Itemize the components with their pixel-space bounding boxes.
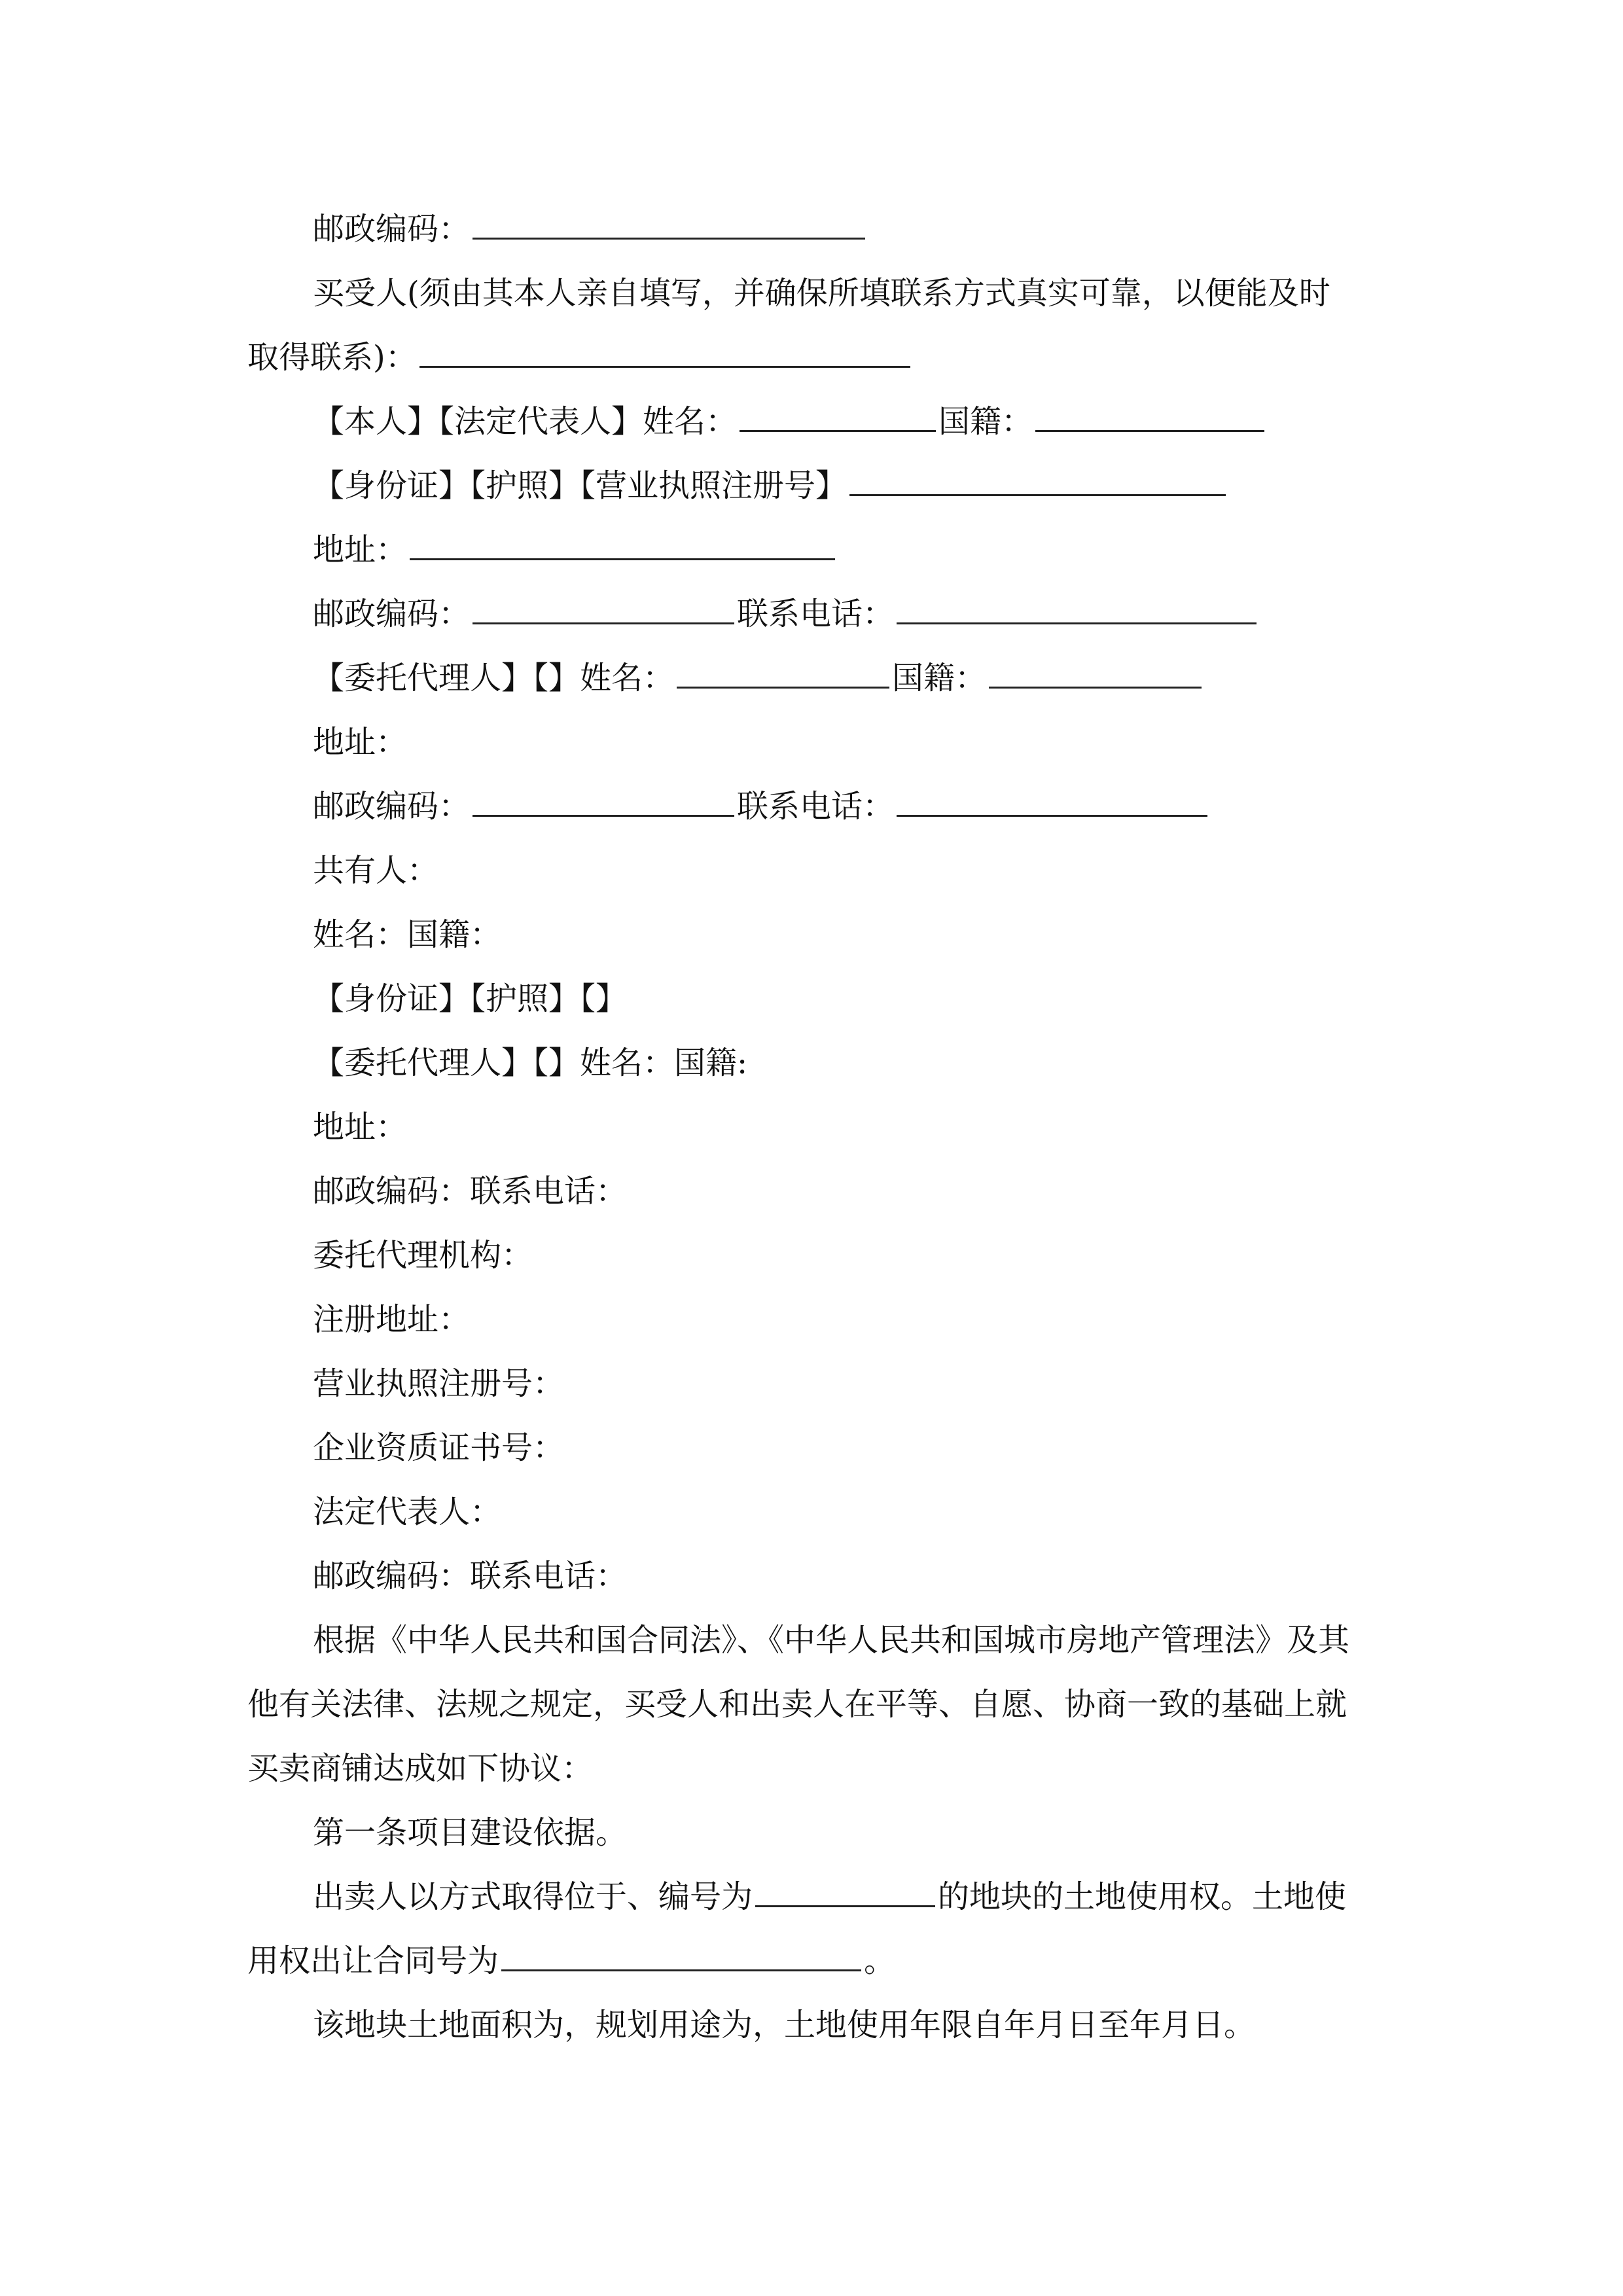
basis-line-1 xyxy=(313,1619,1349,1661)
article-1-line xyxy=(313,1812,627,1854)
seller-postal-line xyxy=(313,208,868,250)
land-text-1a: 出卖人以方式取得位于、编号为 xyxy=(313,1878,753,1915)
article-1-heading: 第一条项目建设依据。 xyxy=(313,1814,628,1851)
seller-postal-label: 邮政编码： xyxy=(313,211,471,247)
reg-address-label: 注册地址： xyxy=(313,1301,471,1338)
buyer-postal-blank[interactable] xyxy=(473,594,734,624)
nationality-label: 国籍： xyxy=(938,403,1033,440)
buyer-intro-text: 买受人(须由其本人亲自填写，并确保所填联系方式真实可靠，以便能及时 xyxy=(313,275,1330,312)
contract-number-blank[interactable] xyxy=(501,1941,861,1971)
buyer-contact-blank[interactable] xyxy=(419,337,910,368)
agency-line xyxy=(313,1234,533,1276)
buyer-nationality-blank[interactable] xyxy=(1035,401,1264,432)
postal-label: 邮政编码： xyxy=(313,596,471,632)
agent-phone-label: 联系电话： xyxy=(737,788,895,825)
biz-license-line xyxy=(313,1363,564,1405)
buyer-intro-cont-line xyxy=(247,336,913,378)
buyer-postal-line xyxy=(313,593,1259,635)
reg-address-line xyxy=(313,1299,470,1340)
co-owner-address-line xyxy=(313,1106,407,1148)
agent-label: 【委托代理人】【】姓名： xyxy=(313,660,675,696)
buyer-address-line xyxy=(313,529,838,571)
legal-rep-line xyxy=(313,1491,501,1533)
agent-nationality-label: 国籍： xyxy=(892,660,987,696)
parcel-number-blank[interactable] xyxy=(755,1876,935,1907)
agent-address-line xyxy=(313,721,407,763)
legal-rep-label: 法定代表人： xyxy=(313,1494,502,1530)
co-owner-id-line xyxy=(313,978,627,1020)
address-label: 地址： xyxy=(313,531,408,568)
basis-text-3: 买卖商铺达成如下协议： xyxy=(247,1750,594,1787)
basis-text-2: 他有关法律、法规之规定，买受人和出卖人在平等、自愿、协商一致的基础上就 xyxy=(247,1686,1347,1723)
land-text-1b: 的地块的土地使用权。土地使 xyxy=(938,1878,1347,1915)
agency-postal-line xyxy=(313,1555,627,1597)
agent-name-line xyxy=(313,657,1204,699)
land-line-3 xyxy=(313,2004,1255,2046)
land-text-2a: 用权出让合同号为 xyxy=(247,1943,499,1979)
qualification-line xyxy=(313,1427,564,1469)
buyer-intro-cont-text: 取得联系)： xyxy=(247,339,417,376)
buyer-id-blank[interactable] xyxy=(849,465,1226,496)
basis-line-2 xyxy=(247,1683,1347,1725)
agent-phone-blank[interactable] xyxy=(897,786,1207,817)
co-owner-address-label: 地址： xyxy=(313,1109,408,1145)
agent-postal-blank[interactable] xyxy=(473,786,734,817)
land-line-1 xyxy=(313,1876,1346,1918)
co-owner-name-label: 姓名：国籍： xyxy=(313,916,502,953)
co-owner-id-label: 【身份证】【护照】【】 xyxy=(313,980,628,1017)
land-line-2 xyxy=(247,1940,895,1982)
land-text-3: 该地块土地面积为，规划用途为，土地使用年限自年月日至年月日。 xyxy=(313,2007,1256,2043)
buyer-id-line xyxy=(313,465,1228,507)
agency-label: 委托代理机构： xyxy=(313,1237,533,1274)
phone-label: 联系电话： xyxy=(737,596,895,632)
co-owner-postal-line xyxy=(313,1170,627,1212)
buyer-address-blank[interactable] xyxy=(410,529,835,560)
agent-postal-line xyxy=(313,785,1210,827)
land-text-2b: 。 xyxy=(864,1943,896,1979)
agent-address-label: 地址： xyxy=(313,724,408,761)
self-rep-label: 【本人】【法定代表人】姓名： xyxy=(313,403,738,440)
buyer-phone-blank[interactable] xyxy=(897,594,1257,624)
co-owner-label: 共有人： xyxy=(313,852,439,889)
biz-license-label: 营业执照注册号： xyxy=(313,1365,565,1402)
agency-postal-label: 邮政编码：联系电话： xyxy=(313,1558,628,1594)
buyer-name-blank[interactable] xyxy=(740,401,936,432)
co-owner-line xyxy=(313,850,438,891)
id-types-label: 【身份证】【护照】【营业执照注册号】 xyxy=(313,467,847,504)
buyer-name-line xyxy=(313,401,1267,442)
basis-line-3 xyxy=(247,1748,593,1789)
co-owner-agent-line xyxy=(313,1042,747,1084)
co-owner-agent-label: 【委托代理人】【】姓名：国籍: xyxy=(313,1045,748,1081)
seller-postal-blank[interactable] xyxy=(473,209,865,240)
agent-nationality-blank[interactable] xyxy=(989,658,1202,689)
agent-name-blank[interactable] xyxy=(677,658,889,689)
agent-postal-label: 邮政编码： xyxy=(313,788,471,825)
co-owner-postal-label: 邮政编码：联系电话： xyxy=(313,1173,628,1210)
co-owner-name-line xyxy=(313,914,501,956)
buyer-intro-line xyxy=(313,272,1330,314)
qualification-label: 企业资质证书号： xyxy=(313,1429,565,1466)
basis-text-1: 根据《中华人民共和国合同法》、《中华人民共和国城市房地产管理法》及其 xyxy=(313,1622,1350,1659)
